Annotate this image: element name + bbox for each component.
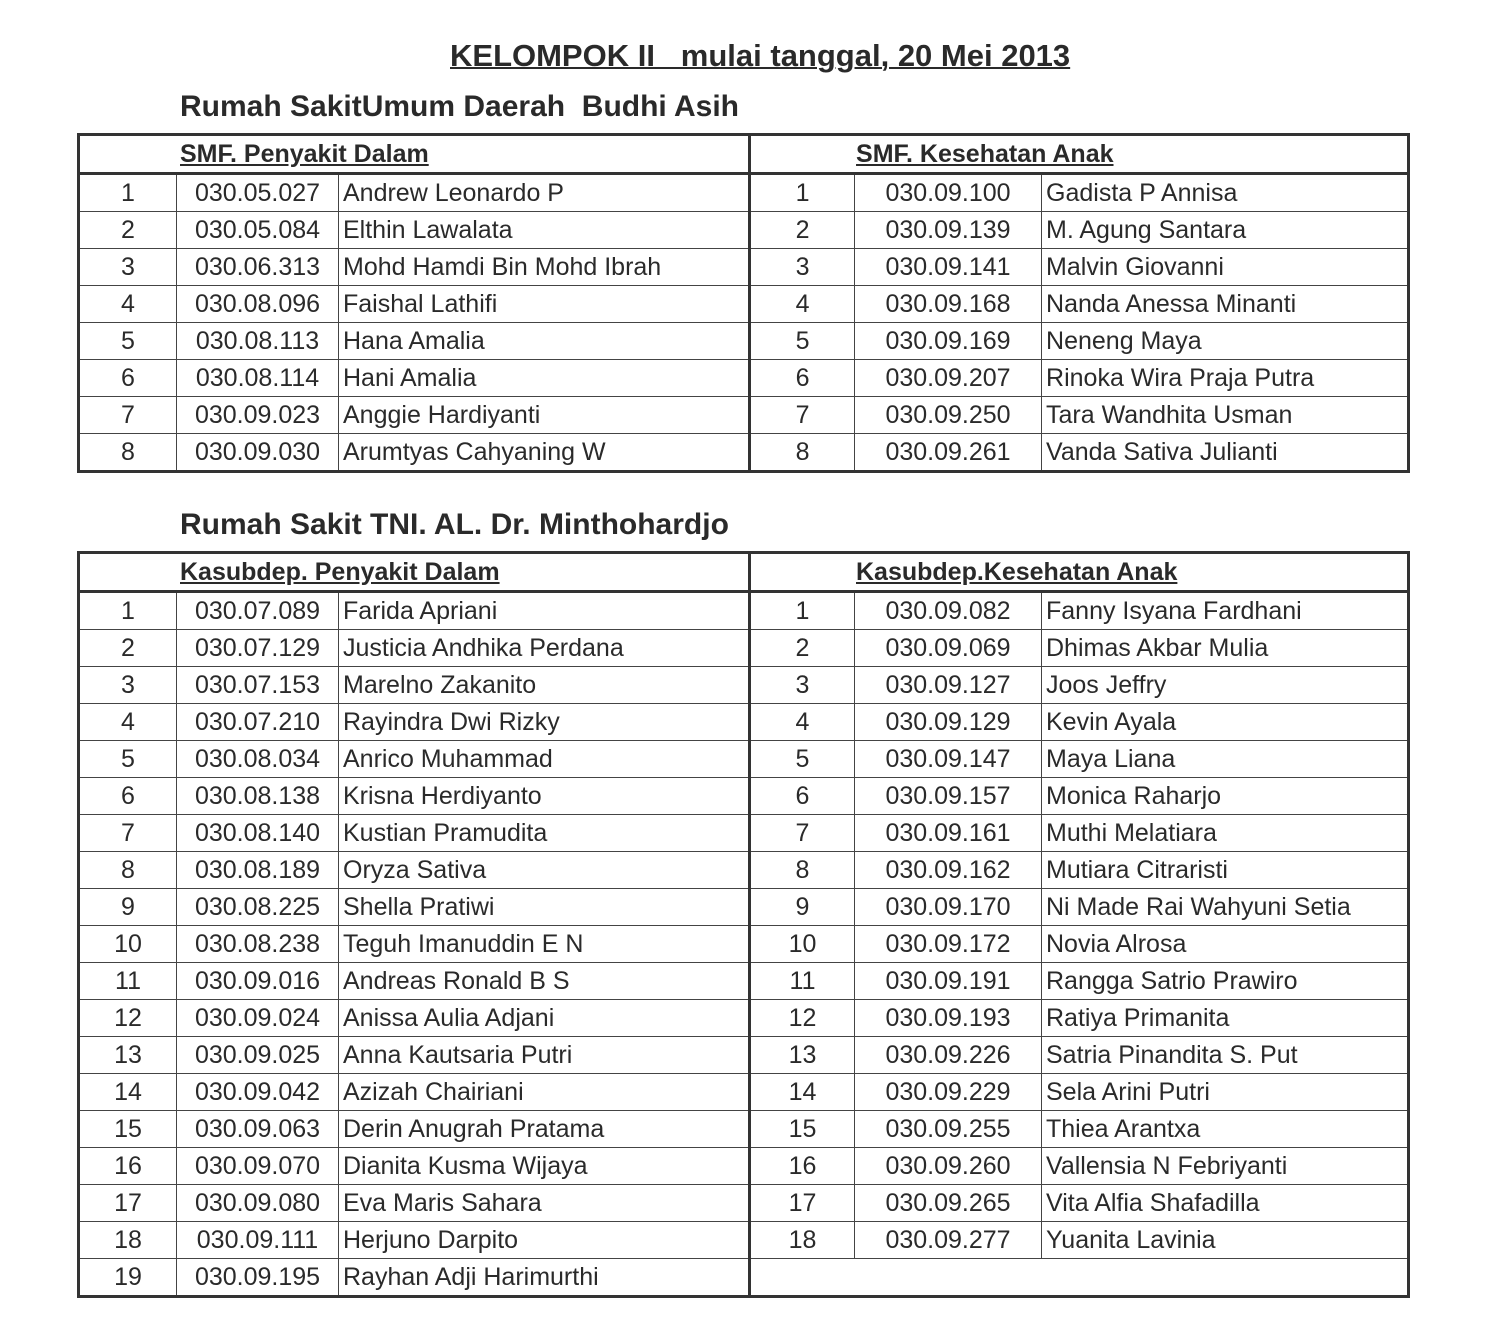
- table-row: [79, 1111, 1409, 1148]
- cell-no: 18: [79, 1222, 177, 1259]
- cell-name: Muthi Melatiara: [1042, 815, 1409, 852]
- cell-no: 1: [79, 592, 177, 630]
- cell-no: 1: [79, 174, 177, 212]
- cell-no: 6: [750, 778, 855, 815]
- table-row: [79, 286, 1409, 323]
- cell-nim: 030.09.127: [855, 667, 1042, 704]
- cell-nim: 030.08.138: [177, 778, 339, 815]
- cell-name: Rayhan Adji Harimurthi: [339, 1259, 750, 1297]
- department-header-left: Kasubdep. Penyakit Dalam: [79, 553, 750, 592]
- cell-nim: 030.09.168: [855, 286, 1042, 323]
- cell-no: 9: [750, 889, 855, 926]
- cell-no: 5: [79, 323, 177, 360]
- cell-nim: 030.09.063: [177, 1111, 339, 1148]
- cell-nim: 030.09.226: [855, 1037, 1042, 1074]
- table-row: [79, 852, 1409, 889]
- department-header-right: SMF. Kesehatan Anak: [750, 135, 1409, 174]
- cell-name: Farida Apriani: [339, 592, 750, 630]
- cell-name: Novia Alrosa: [1042, 926, 1409, 963]
- cell-nim: 030.09.191: [855, 963, 1042, 1000]
- hospital-title-1: Rumah SakitUmum Daerah Budhi Asih: [180, 90, 739, 123]
- cell-name: Joos Jeffry: [1042, 667, 1409, 704]
- cell-nim: 030.09.141: [855, 249, 1042, 286]
- hospital-title-2: Rumah Sakit TNI. AL. Dr. Minthohardjo: [180, 508, 729, 541]
- cell-nim: 030.09.139: [855, 212, 1042, 249]
- cell-name: Anrico Muhammad: [339, 741, 750, 778]
- cell-nim: 030.09.193: [855, 1000, 1042, 1037]
- cell-name: Arumtyas Cahyaning W: [339, 434, 750, 472]
- cell-nim: 030.08.140: [177, 815, 339, 852]
- cell-no: 2: [79, 630, 177, 667]
- cell-name: Teguh Imanuddin E N: [339, 926, 750, 963]
- cell-no: 3: [750, 249, 855, 286]
- cell-no: 5: [750, 323, 855, 360]
- cell-nim: 030.07.129: [177, 630, 339, 667]
- cell-name: Malvin Giovanni: [1042, 249, 1409, 286]
- cell-name: Rinoka Wira Praja Putra: [1042, 360, 1409, 397]
- cell-nim: 030.05.084: [177, 212, 339, 249]
- cell-nim: 030.09.024: [177, 1000, 339, 1037]
- table-row: [79, 667, 1409, 704]
- cell-no: 12: [79, 1000, 177, 1037]
- cell-no: 4: [79, 704, 177, 741]
- cell-nim: 030.09.023: [177, 397, 339, 434]
- cell-nim: 030.09.070: [177, 1148, 339, 1185]
- table-row: [79, 815, 1409, 852]
- table-header-row: [79, 135, 1409, 174]
- cell-nim: 030.09.255: [855, 1111, 1042, 1148]
- cell-nim: 030.09.157: [855, 778, 1042, 815]
- cell-no: 10: [79, 926, 177, 963]
- table-row: [79, 1185, 1409, 1222]
- cell-nim: 030.08.238: [177, 926, 339, 963]
- schedule-table-minthohardjo: [77, 551, 1410, 1298]
- table-row: [79, 1000, 1409, 1037]
- table-row: [79, 174, 1409, 212]
- cell-nim: 030.09.172: [855, 926, 1042, 963]
- cell-no: 3: [750, 667, 855, 704]
- cell-no: 6: [79, 360, 177, 397]
- cell-nim: 030.09.030: [177, 434, 339, 472]
- cell-no: 10: [750, 926, 855, 963]
- cell-nim: 030.05.027: [177, 174, 339, 212]
- cell-nim: 030.09.277: [855, 1222, 1042, 1259]
- table-row: [79, 397, 1409, 434]
- cell-nim: 030.09.261: [855, 434, 1042, 472]
- cell-no: 5: [750, 741, 855, 778]
- cell-name: Krisna Herdiyanto: [339, 778, 750, 815]
- cell-nim: 030.09.170: [855, 889, 1042, 926]
- cell-name: Eva Maris Sahara: [339, 1185, 750, 1222]
- document-title: KELOMPOK II mulai tanggal, 20 Mei 2013: [450, 38, 1071, 73]
- table-row: [79, 592, 1409, 630]
- cell-name: Kustian Pramudita: [339, 815, 750, 852]
- cell-no: 18: [750, 1222, 855, 1259]
- cell-name: Vallensia N Febriyanti: [1042, 1148, 1409, 1185]
- cell-name: M. Agung Santara: [1042, 212, 1409, 249]
- cell-no: 17: [79, 1185, 177, 1222]
- table-row: [79, 704, 1409, 741]
- cell-no: 7: [750, 397, 855, 434]
- cell-no: 12: [750, 1000, 855, 1037]
- cell-name: Ni Made Rai Wahyuni Setia: [1042, 889, 1409, 926]
- cell-name: Anggie Hardiyanti: [339, 397, 750, 434]
- cell-name: Mutiara Citraristi: [1042, 852, 1409, 889]
- cell-name: Justicia Andhika Perdana: [339, 630, 750, 667]
- cell-no: 4: [79, 286, 177, 323]
- table-row: [79, 630, 1409, 667]
- cell-no: 19: [79, 1259, 177, 1297]
- cell-nim: 030.07.210: [177, 704, 339, 741]
- cell-name: Tara Wandhita Usman: [1042, 397, 1409, 434]
- cell-name: Maya Liana: [1042, 741, 1409, 778]
- cell-no: 8: [79, 434, 177, 472]
- cell-name: Kevin Ayala: [1042, 704, 1409, 741]
- cell-name: Nanda Anessa Minanti: [1042, 286, 1409, 323]
- table-row: [79, 434, 1409, 472]
- cell-name: Herjuno Darpito: [339, 1222, 750, 1259]
- cell-name: Shella Pratiwi: [339, 889, 750, 926]
- cell-name: Andrew Leonardo P: [339, 174, 750, 212]
- cell-name: Neneng Maya: [1042, 323, 1409, 360]
- cell-name: Rayindra Dwi Rizky: [339, 704, 750, 741]
- table-row: [79, 963, 1409, 1000]
- table-row: [79, 212, 1409, 249]
- cell-nim: 030.09.161: [855, 815, 1042, 852]
- cell-name: Mohd Hamdi Bin Mohd Ibrah: [339, 249, 750, 286]
- cell-no: 8: [750, 434, 855, 472]
- cell-name: Oryza Sativa: [339, 852, 750, 889]
- cell-no: 9: [79, 889, 177, 926]
- cell-name: Ratiya Primanita: [1042, 1000, 1409, 1037]
- cell-nim: 030.08.034: [177, 741, 339, 778]
- cell-nim: 030.08.225: [177, 889, 339, 926]
- cell-name: Fanny Isyana Fardhani: [1042, 592, 1409, 630]
- cell-nim: 030.09.080: [177, 1185, 339, 1222]
- cell-nim: 030.08.114: [177, 360, 339, 397]
- cell-name: Thiea Arantxa: [1042, 1111, 1409, 1148]
- table-row: [79, 1037, 1409, 1074]
- cell-name: Anissa Aulia Adjani: [339, 1000, 750, 1037]
- cell-name: Rangga Satrio Prawiro: [1042, 963, 1409, 1000]
- cell-no: 16: [750, 1148, 855, 1185]
- cell-nim: 030.09.260: [855, 1148, 1042, 1185]
- cell-no: 11: [79, 963, 177, 1000]
- cell-no: 14: [750, 1074, 855, 1111]
- table-row: [79, 778, 1409, 815]
- cell-name: Gadista P Annisa: [1042, 174, 1409, 212]
- table-row: [79, 889, 1409, 926]
- schedule-table-budhi-asih: [77, 133, 1410, 473]
- cell-nim: 030.09.111: [177, 1222, 339, 1259]
- table-row: [79, 1259, 1409, 1297]
- cell-no: 2: [750, 630, 855, 667]
- cell-no: 3: [79, 667, 177, 704]
- table-row: [79, 1222, 1409, 1259]
- empty-cell: [750, 1259, 1409, 1297]
- cell-no: 6: [79, 778, 177, 815]
- cell-nim: 030.08.096: [177, 286, 339, 323]
- cell-nim: 030.09.162: [855, 852, 1042, 889]
- cell-nim: 030.09.025: [177, 1037, 339, 1074]
- cell-no: 4: [750, 286, 855, 323]
- cell-nim: 030.06.313: [177, 249, 339, 286]
- cell-name: Dianita Kusma Wijaya: [339, 1148, 750, 1185]
- cell-no: 8: [79, 852, 177, 889]
- cell-no: 8: [750, 852, 855, 889]
- cell-nim: 030.09.069: [855, 630, 1042, 667]
- cell-no: 2: [750, 212, 855, 249]
- cell-nim: 030.09.169: [855, 323, 1042, 360]
- cell-nim: 030.09.229: [855, 1074, 1042, 1111]
- cell-name: Vanda Sativa Julianti: [1042, 434, 1409, 472]
- cell-no: 3: [79, 249, 177, 286]
- cell-nim: 030.09.100: [855, 174, 1042, 212]
- table-header-row: [79, 553, 1409, 592]
- cell-no: 7: [750, 815, 855, 852]
- cell-nim: 030.09.250: [855, 397, 1042, 434]
- table-row: [79, 323, 1409, 360]
- cell-name: Faishal Lathifi: [339, 286, 750, 323]
- table-row: [79, 1148, 1409, 1185]
- cell-nim: 030.07.089: [177, 592, 339, 630]
- cell-nim: 030.08.189: [177, 852, 339, 889]
- cell-name: Hana Amalia: [339, 323, 750, 360]
- table-row: [79, 741, 1409, 778]
- department-header-left: SMF. Penyakit Dalam: [79, 135, 750, 174]
- cell-nim: 030.09.195: [177, 1259, 339, 1297]
- table-row: [79, 1074, 1409, 1111]
- cell-no: 2: [79, 212, 177, 249]
- cell-nim: 030.09.147: [855, 741, 1042, 778]
- cell-name: Derin Anugrah Pratama: [339, 1111, 750, 1148]
- cell-name: Monica Raharjo: [1042, 778, 1409, 815]
- cell-nim: 030.07.153: [177, 667, 339, 704]
- cell-no: 14: [79, 1074, 177, 1111]
- cell-no: 5: [79, 741, 177, 778]
- cell-name: Anna Kautsaria Putri: [339, 1037, 750, 1074]
- cell-no: 15: [79, 1111, 177, 1148]
- cell-nim: 030.09.082: [855, 592, 1042, 630]
- table-row: [79, 926, 1409, 963]
- cell-name: Andreas Ronald B S: [339, 963, 750, 1000]
- cell-no: 17: [750, 1185, 855, 1222]
- cell-no: 13: [79, 1037, 177, 1074]
- department-header-right: Kasubdep.Kesehatan Anak: [750, 553, 1409, 592]
- cell-no: 15: [750, 1111, 855, 1148]
- cell-no: 1: [750, 592, 855, 630]
- cell-name: Hani Amalia: [339, 360, 750, 397]
- cell-nim: 030.09.207: [855, 360, 1042, 397]
- cell-no: 6: [750, 360, 855, 397]
- cell-nim: 030.08.113: [177, 323, 339, 360]
- cell-nim: 030.09.016: [177, 963, 339, 1000]
- cell-name: Vita Alfia Shafadilla: [1042, 1185, 1409, 1222]
- cell-name: Marelno Zakanito: [339, 667, 750, 704]
- cell-no: 11: [750, 963, 855, 1000]
- cell-nim: 030.09.265: [855, 1185, 1042, 1222]
- cell-no: 13: [750, 1037, 855, 1074]
- cell-no: 4: [750, 704, 855, 741]
- cell-name: Azizah Chairiani: [339, 1074, 750, 1111]
- cell-name: Yuanita Lavinia: [1042, 1222, 1409, 1259]
- cell-no: 1: [750, 174, 855, 212]
- table-row: [79, 249, 1409, 286]
- cell-nim: 030.09.129: [855, 704, 1042, 741]
- cell-no: 7: [79, 397, 177, 434]
- table-row: [79, 360, 1409, 397]
- cell-no: 16: [79, 1148, 177, 1185]
- cell-name: Satria Pinandita S. Put: [1042, 1037, 1409, 1074]
- cell-name: Elthin Lawalata: [339, 212, 750, 249]
- cell-no: 7: [79, 815, 177, 852]
- cell-name: Sela Arini Putri: [1042, 1074, 1409, 1111]
- cell-nim: 030.09.042: [177, 1074, 339, 1111]
- cell-name: Dhimas Akbar Mulia: [1042, 630, 1409, 667]
